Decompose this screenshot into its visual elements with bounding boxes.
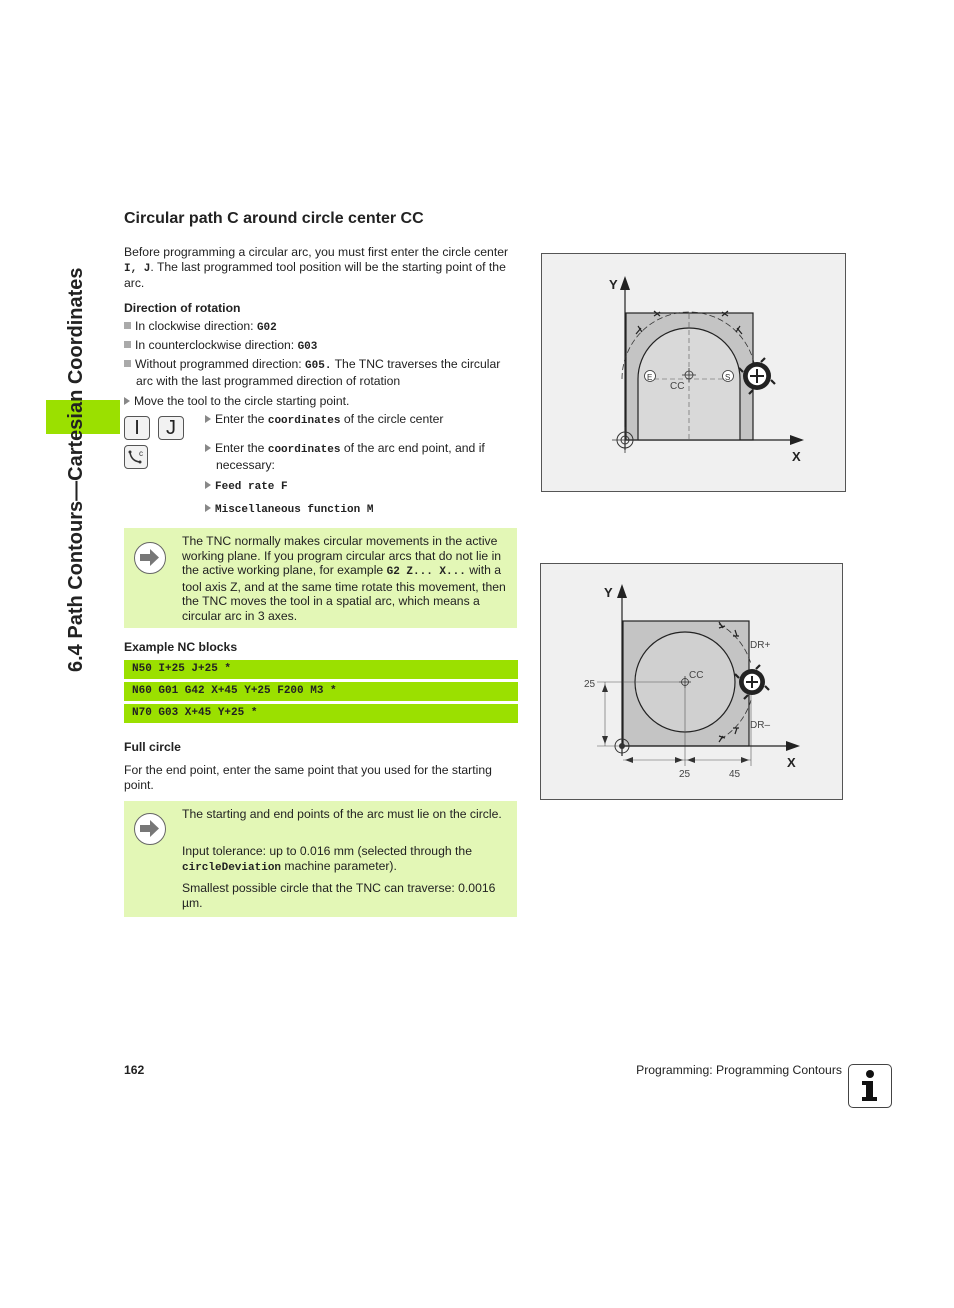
bullet-no-direction xyxy=(124,357,519,388)
nc-block-3: N70 G03 X+45 Y+25 * xyxy=(124,704,518,723)
intro-text-1: Before programming a circular arc, you must first enter the circle center xyxy=(124,245,509,259)
step-enter1-pre: Enter the xyxy=(215,412,268,426)
arc-c-icon xyxy=(125,446,147,468)
note2-p2-code: circleDeviation xyxy=(182,861,282,874)
step-enter2-pre: Enter the xyxy=(215,441,268,455)
note2-para-3: Smallest possible circle that the TNC can traverse: 0.0016 µm. xyxy=(182,881,496,910)
bullet-clockwise xyxy=(124,319,519,336)
step-arrow-icon xyxy=(205,444,211,452)
step-enter2-code: coordinates xyxy=(267,444,341,456)
note-box-tolerance xyxy=(124,801,517,917)
ccw-label: In counterclockwise direction: xyxy=(135,338,298,352)
cw-code: G02 xyxy=(256,322,277,334)
note2-p2-post: machine parameter). xyxy=(281,858,397,873)
figure2-y25-label: 25 xyxy=(584,679,596,690)
figure1-e-label: E xyxy=(647,373,653,382)
direction-heading: Direction of rotation xyxy=(124,301,241,315)
figure2-drawing xyxy=(541,564,842,799)
figure2-drplus-label: DR+ xyxy=(750,640,771,651)
none-code: G05. xyxy=(305,360,332,372)
figure1-drawing xyxy=(542,254,845,491)
figure1-y-label: Y xyxy=(609,277,618,292)
note1-text-2: with a tool axis Z, and at the same time rotate this movement, then the TNC moves the tool in a spatial arc, which means a circular arc in 3 axes. xyxy=(182,563,506,623)
figure2-x25-label: 25 xyxy=(679,769,691,780)
bullet-counterclockwise xyxy=(124,338,519,355)
ccw-code: G03 xyxy=(297,341,318,353)
bullet-square-icon xyxy=(124,341,131,348)
bullet-square-icon xyxy=(124,322,131,329)
note-arrow-icon xyxy=(134,813,166,845)
figure-circular-path xyxy=(541,253,846,492)
key-arc-c-button[interactable] xyxy=(124,445,148,469)
footer-chapter-text: Programming: Programming Contours xyxy=(636,1063,842,1077)
cw-label: In clockwise direction: xyxy=(135,319,257,333)
example-heading: Example NC blocks xyxy=(124,640,238,654)
svg-text:c: c xyxy=(139,449,143,458)
step-misc-text: Miscellaneous function M xyxy=(215,504,374,516)
intro-code: I, J xyxy=(124,262,151,275)
info-icon[interactable] xyxy=(848,1064,892,1108)
bullet-square-icon xyxy=(124,360,131,367)
key-i-button[interactable]: I xyxy=(124,416,150,440)
section-title: Circular path C around circle center CC xyxy=(124,210,424,227)
step-feed-text: Feed rate F xyxy=(215,481,288,493)
step-enter1-post: of the circle center xyxy=(340,412,444,426)
step-feed-rate xyxy=(205,478,520,495)
step-arrow-icon xyxy=(205,504,211,512)
intro-text-2: . The last programmed tool position will be the starting point of the arc. xyxy=(124,259,506,290)
figure2-x-label: X xyxy=(787,755,796,770)
chapter-side-title-text: 6.4 Path Contours—Cartesian Coordinates xyxy=(65,267,87,672)
figure1-s-label: S xyxy=(725,373,731,382)
note1-code: G2 Z... X... xyxy=(386,566,466,578)
figure2-cc-label: CC xyxy=(689,670,704,681)
none-rest: The TNC traverses the circular arc with the last programmed direction of rotation xyxy=(136,357,501,388)
step-arrow-icon xyxy=(124,397,130,405)
nc-block-2: N60 G01 G42 X+45 Y+25 F200 M3 * xyxy=(124,682,518,701)
step-enter2-post: of the arc end point, and if necessary: xyxy=(216,441,485,472)
step-arrow-icon xyxy=(205,415,211,423)
step-arrow-icon xyxy=(205,481,211,489)
key-j-button[interactable]: J xyxy=(158,416,184,440)
note-arrow-icon xyxy=(134,542,166,574)
intro-paragraph xyxy=(124,245,519,291)
figure1-x-label: X xyxy=(792,449,801,464)
step-misc-function xyxy=(205,501,520,518)
chapter-side-title xyxy=(58,212,94,672)
figure2-y-label: Y xyxy=(604,585,613,600)
note2-para-2 xyxy=(182,844,510,875)
figure2-drminus-label: DR– xyxy=(750,720,771,731)
note-text-working-plane xyxy=(182,534,510,623)
figure2-x45-label: 45 xyxy=(729,769,741,780)
step-enter1-code: coordinates xyxy=(267,415,341,427)
none-label: Without programmed direction: xyxy=(135,357,306,371)
full-circle-heading: Full circle xyxy=(124,740,181,754)
note2-p2-pre: Input tolerance: up to 0.016 mm (selected through the xyxy=(182,844,472,858)
step-move-text: Move the tool to the circle starting point. xyxy=(134,394,350,408)
figure1-cc-label: CC xyxy=(670,381,685,392)
page-number: 162 xyxy=(124,1063,145,1077)
note1-text-1: The TNC normally makes circular movements in the active working plane. If you program circular arcs that do not lie in the active working plane, for example xyxy=(182,534,502,577)
step-enter-center xyxy=(205,412,520,429)
figure-full-circle xyxy=(540,563,843,800)
nc-block-1: N50 I+25 J+25 * xyxy=(124,660,518,679)
full-circle-text: For the end point, enter the same point that you used for the starting point. xyxy=(124,763,492,792)
note2-para-1: The starting and end points of the arc must lie on the circle. xyxy=(182,807,502,821)
step-enter-end-point xyxy=(205,441,520,472)
note-box-working-plane xyxy=(124,528,517,628)
step-move-tool xyxy=(124,394,519,409)
